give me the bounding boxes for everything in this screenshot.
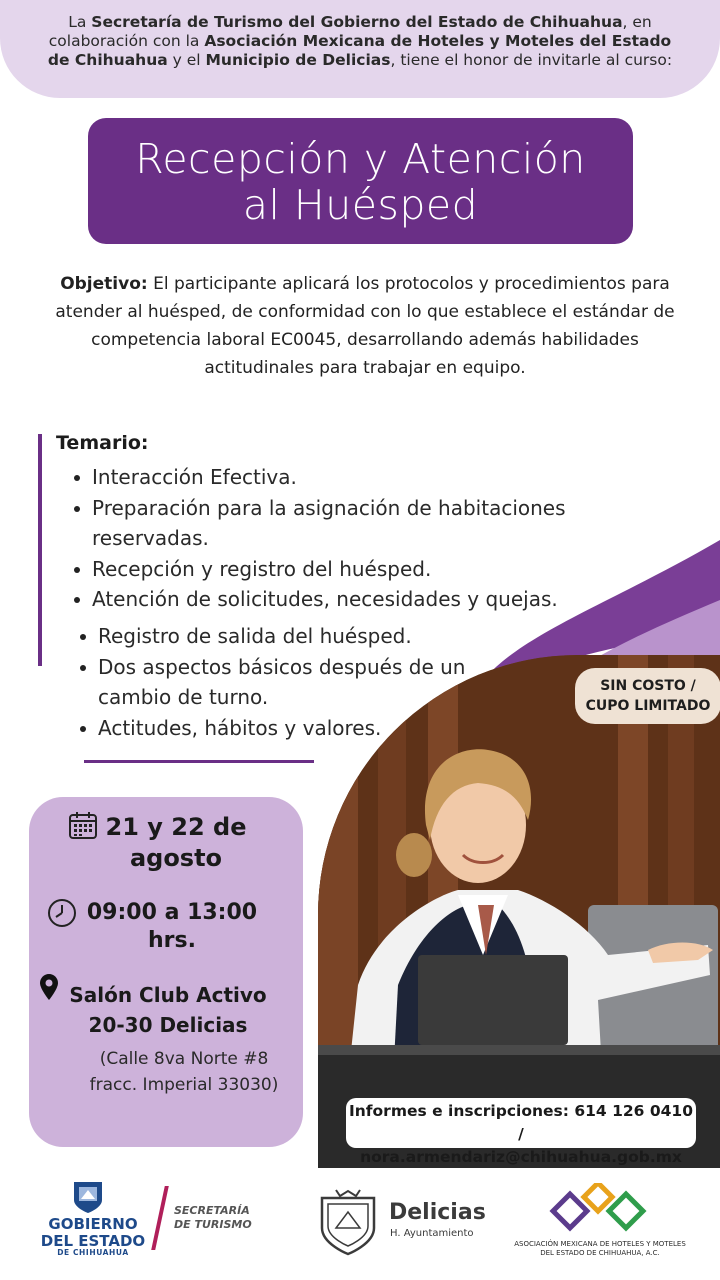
temario-list <box>72 462 672 615</box>
secretaria-line1: SECRETARÍA <box>174 1204 250 1217</box>
gobierno-logo-text <box>34 1216 152 1250</box>
amhm-logo-icon <box>544 1183 654 1239</box>
calendar-icon <box>68 810 98 840</box>
amhm-logo-text <box>505 1240 695 1258</box>
list-item: Atención de solicitudes, necesidades y quejas. <box>72 584 672 615</box>
list-item: Actitudes, hábitos y valores. <box>78 713 478 744</box>
temario-accent-bar <box>38 434 42 666</box>
badge-line2: CUPO LIMITADO <box>585 698 711 714</box>
gob-line2: DEL ESTADO <box>40 1232 146 1250</box>
gob-line1: GOBIERNO <box>48 1215 138 1233</box>
section-divider <box>84 760 314 763</box>
state-shield-icon <box>72 1180 104 1214</box>
gob-line3: DE CHIHUAHUA <box>57 1248 129 1257</box>
course-title-line2: al Huésped <box>242 181 479 229</box>
location-pin-icon <box>40 974 58 1000</box>
temario-heading: Temario: <box>56 432 149 454</box>
course-title-line1: Recepción y Atención <box>135 135 586 183</box>
amhm-line2: DEL ESTADO DE CHIHUAHUA, A.C. <box>540 1249 660 1257</box>
objective-label: Objetivo: <box>60 274 148 294</box>
clock-icon <box>46 897 78 929</box>
list-item: Preparación para la asignación de habitaciones reservadas. <box>72 493 672 554</box>
badge-line1: SIN COSTO / <box>600 678 696 694</box>
delicias-logo-name: Delicias <box>389 1200 486 1225</box>
contact-email[interactable]: nora.armendariz@chihuahua.gob.mx <box>360 1148 682 1166</box>
event-date: 21 y 22 de agosto <box>105 813 247 872</box>
list-item: Recepción y registro del huésped. <box>72 554 672 585</box>
contact-info <box>346 1098 696 1166</box>
delicias-logo-sub: H. Ayuntamiento <box>390 1228 474 1239</box>
intro-text: La Secretaría de Turismo del Gobierno del Estado de Chihuahua, en colaboración con la Asociación Mexicana de Hoteles y Moteles del Estado de Chihuahua y el Municipio de Delicias, tiene el honor de invitarle al curso: <box>47 13 673 69</box>
secretaria-turismo-text <box>174 1204 252 1232</box>
delicias-shield-icon <box>314 1188 382 1256</box>
secretaria-line2: DE TURISMO <box>174 1218 252 1231</box>
event-venue: Salón Club Activo 20-30 Delicias <box>69 983 267 1037</box>
contact-phone: Informes e inscripciones: 614 126 0410 / <box>348 1102 693 1143</box>
objective-text: El participante aplicará los protocolos y procedimientos para atender al huésped, de conformidad con lo que establece el estándar de competencia laboral EC0045, desarrollando además habilidades actitudinales para trabajar en equipo. <box>55 274 675 378</box>
list-item: Dos aspectos básicos después de un cambio de turno. <box>78 652 478 713</box>
list-item: Registro de salida del huésped. <box>78 621 478 652</box>
event-time: 09:00 a 13:00 hrs. <box>86 900 258 953</box>
amhm-line1: ASOCIACIÓN MEXICANA DE HOTELES Y MOTELES <box>514 1240 686 1248</box>
free-limited-badge <box>575 668 720 724</box>
event-address: (Calle 8va Norte #8 fracc. Imperial 33030) <box>89 1049 279 1095</box>
list-item: Interacción Efectiva. <box>72 462 672 493</box>
